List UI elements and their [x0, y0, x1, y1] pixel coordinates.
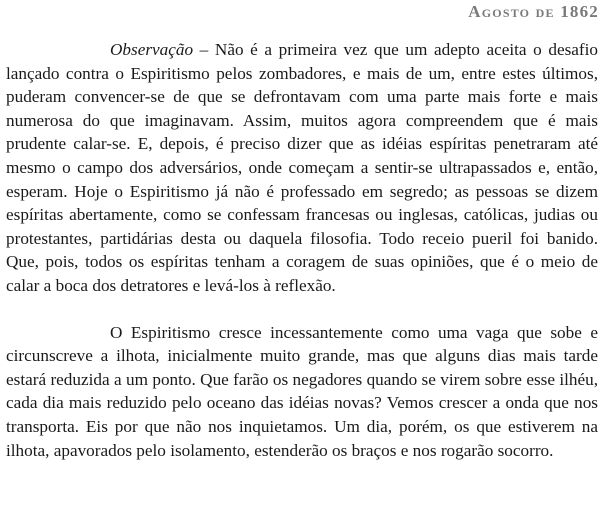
observation-text: – Não é a primeira vez que um adepto aceita o desafio lançado contra o Espiritismo pelos zombadores, e mais de um, entre estes últimos, puderam convencer-se de que se defrontavam com uma parte mais forte e mais numerosa do que imaginavam. Assim, muitos agora compreendem que é mais prudente calar-se. E, depois, é preciso dizer que as idéias espíritas penetraram até mesmo o campo dos adversários, onde começam a sentir-se ultrapassados e, então, esperam. Hoje o Espiritismo já não é professado em segredo; as pessoas se dizem espíritas abertamente, como se confessam francesas ou inglesas, católicas, judias ou protestantes, partidárias desta ou daquela filosofia. Todo receio pueril foi banido. Que, pois, todos os espíritas tenham a coragem de suas opiniões, que é o meio de calar a boca dos detratores e levá-los à reflexão.	[6, 40, 598, 295]
running-header: Agosto de 1862	[468, 2, 599, 21]
page-body	[6, 38, 598, 462]
body-paragraph: O Espiritismo cresce incessantemente como uma vaga que sobe e circunscreve a ilhota, inicialmente muito grande, mas que alguns dias mais tarde estará reduzida a um ponto. Que farão os negadores quando se virem sobre esse ilhéu, cada dia mais reduzido pelo oceano das idéias novas? Vemos crescer a onda que nos transporta. Eis por que não nos inquietamos. Um dia, porém, os que estiverem na ilhota, apavorados pelo isolamento, estenderão os braços e nos rogarão socorro.	[6, 322, 598, 460]
observation-label: Observação	[110, 40, 194, 59]
observation-paragraph	[6, 38, 598, 298]
